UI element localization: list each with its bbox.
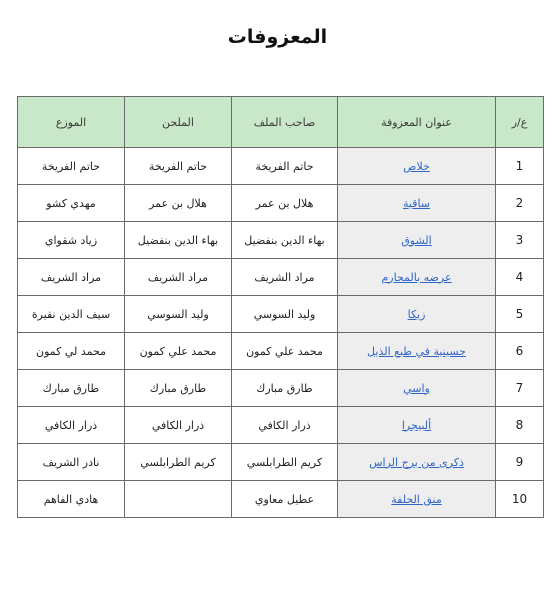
row-composer: ذرار الكافي [125,407,232,444]
row-owner: بهاء الدين بنفضيل [232,222,338,259]
table-row [18,481,544,518]
row-num: 1 [496,148,544,185]
row-owner: ذرار الكافي [232,407,338,444]
row-num: 3 [496,222,544,259]
title-link[interactable]: ذكرى من برج الراس [369,455,464,469]
table-row [18,222,544,259]
title-link[interactable]: زيكا [407,307,426,321]
row-arranger: طارق مبارك [18,370,125,407]
row-title-cell [338,333,496,370]
row-owner: مراد الشريف [232,259,338,296]
title-link[interactable]: واسي [403,381,430,395]
row-composer: حاتم الفريخة [125,148,232,185]
row-num: 4 [496,259,544,296]
row-arranger: سيف الدين نقيرة [18,296,125,333]
header-row [18,97,544,148]
row-owner: حاتم الفريخة [232,148,338,185]
row-num: 9 [496,444,544,481]
row-title-cell [338,259,496,296]
row-owner: محمد علي كمون [232,333,338,370]
row-num: 6 [496,333,544,370]
row-composer [125,481,232,518]
table-row [18,296,544,333]
title-link[interactable]: حسينية في طبع الذيل [367,344,466,358]
table-row [18,333,544,370]
table-row [18,259,544,296]
row-owner: كريم الطرابلسي [232,444,338,481]
row-title-cell [338,370,496,407]
row-arranger: مهدي كشو [18,185,125,222]
row-owner: هلال بن عمر [232,185,338,222]
title-link[interactable]: الشوق [401,233,432,247]
row-arranger: زياد شقواي [18,222,125,259]
row-composer: طارق مبارك [125,370,232,407]
row-composer: محمد علي كمون [125,333,232,370]
row-title-cell [338,296,496,333]
row-title-cell [338,407,496,444]
row-title-cell [338,185,496,222]
row-num: 2 [496,185,544,222]
header-title: عنوان المعزوفة [338,97,496,148]
title-link[interactable]: ألبيجرا [401,418,432,432]
row-title-cell [338,481,496,518]
row-arranger: ذرار الكافي [18,407,125,444]
row-owner: طارق مبارك [232,370,338,407]
row-arranger: هادي الفاهم [18,481,125,518]
title-link[interactable]: عرضه بالمحارم [381,270,452,284]
row-title-cell [338,444,496,481]
row-composer: كريم الطرابلسي [125,444,232,481]
row-num: 8 [496,407,544,444]
header-arranger: الموزع [18,97,125,148]
header-owner: صاحب الملف [232,97,338,148]
row-arranger: حاتم الفريخة [18,148,125,185]
table-row [18,185,544,222]
table-row [18,370,544,407]
row-arranger: مراد الشريف [18,259,125,296]
row-arranger: نادر الشريف [18,444,125,481]
row-arranger: محمد لي كمون [18,333,125,370]
title-link[interactable]: ساقية [402,196,431,210]
songs-table [17,96,544,518]
header-composer: الملحن [125,97,232,148]
row-composer: بهاء الدين بنفضيل [125,222,232,259]
title-link[interactable]: منق الحلفة [391,492,442,506]
row-composer: وليد السوسي [125,296,232,333]
row-owner: وليد السوسي [232,296,338,333]
row-composer: هلال بن عمر [125,185,232,222]
row-title-cell [338,148,496,185]
row-owner: عطيل معاوي [232,481,338,518]
page-title: المعزوفات [227,26,328,48]
header-num: ع/ر [496,97,544,148]
row-num: 7 [496,370,544,407]
table-row [18,444,544,481]
table-row [18,407,544,444]
title-link[interactable]: خلاص [403,159,430,173]
row-title-cell [338,222,496,259]
row-num: 10 [496,481,544,518]
row-num: 5 [496,296,544,333]
row-composer: مراد الشريف [125,259,232,296]
table-row [18,148,544,185]
